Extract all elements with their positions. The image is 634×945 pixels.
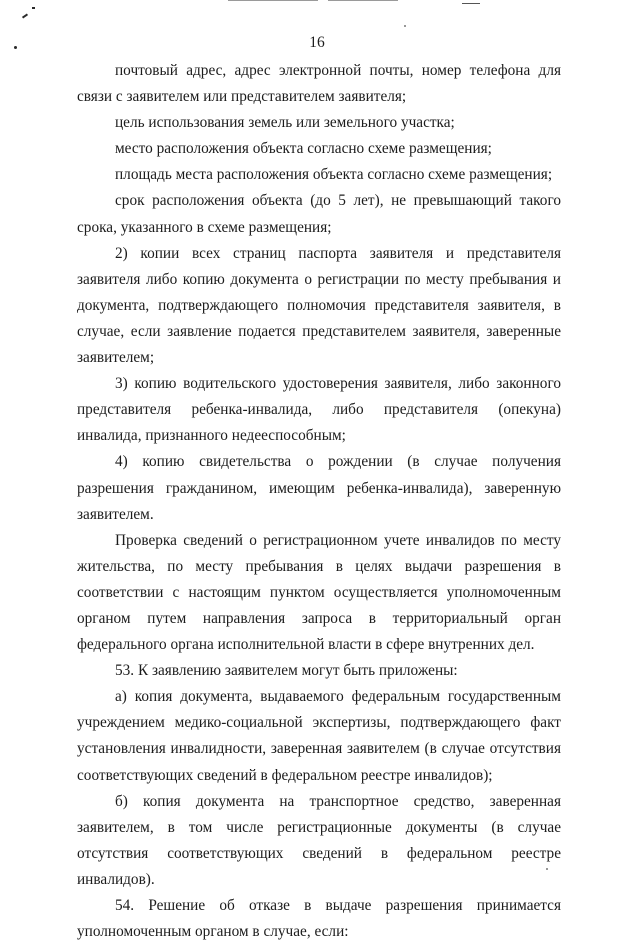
paragraph-item-3-license: 3) копию водительского удостоверения заявителя, либо законного представителя ребенка-инвалида, либо представителя (опекуна) инвалида, признанного недееспособным; (77, 375, 561, 445)
paragraph-item-4-birth-certificate: 4) копию свидетельства о рождении (в случае получения разрешения гражданином, имеющим ребенка-инвалида), заверенную заявителем. (77, 453, 561, 523)
body-text (77, 58, 561, 945)
paragraph-item-2-passport: 2) копии всех страниц паспорта заявителя и представителя заявителя либо копию документа о регистрации по месту пребывания и документа, подтверждающего полномочия представителя заявителя, в случае, если заявление подается представителем заявителя, заверенные заявителем; (77, 244, 561, 367)
paragraph-53-heading: 53. К заявлению заявителем могут быть приложены: (115, 662, 458, 680)
scan-mark (546, 868, 548, 870)
paragraph-object-term: срок расположения объекта (до 5 лет), не превышающий такого срока, указанного в схеме размещения; (77, 192, 561, 236)
scan-mark (32, 7, 35, 9)
paragraph-land-purpose: цель использования земель или земельного участка; (115, 114, 455, 132)
paragraph-53-b: б) копия документа на транспортное средство, заверенная заявителем, в том числе регистрационные документы (в случае отсутствия соответствующих сведений в федеральном реестре инвалидов). (77, 792, 561, 888)
paragraph-object-location: место расположения объекта согласно схеме размещения; (115, 140, 492, 158)
paragraph-registration-check: Проверка сведений о регистрационном учете инвалидов по месту жительства, по месту пребывания в целях выдачи разрешения в соответствии с настоящим пунктом осуществляется уполномоченным органом путем направления запроса в территориальный орган федерального органа исполнительной власти в сфере внутренних дел. (77, 531, 561, 654)
paragraph-54: 54. Решение об отказе в выдаче разрешения принимается уполномоченным органом в случае, если: (77, 897, 561, 941)
paragraph-object-area: площадь места расположения объекта согласно схеме размещения; (115, 166, 553, 184)
scan-mark (228, 0, 318, 1)
scan-mark (404, 25, 406, 27)
scan-mark (328, 0, 398, 1)
scan-mark (462, 3, 480, 4)
page-number: 16 (309, 34, 325, 51)
scan-mark (22, 13, 28, 18)
paragraph-contact-info: почтовый адрес, адрес электронной почты, номер телефона для связи с заявителем или представителем заявителя; (77, 62, 561, 106)
paragraph-53-a: а) копия документа, выдаваемого федеральным государственным учреждением медико-социальной экспертизы, подтверждающего факт установления инвалидности, заверенная заявителем (в случае отсутствия соответствующих сведений в федеральном реестре инвалидов); (77, 688, 561, 784)
